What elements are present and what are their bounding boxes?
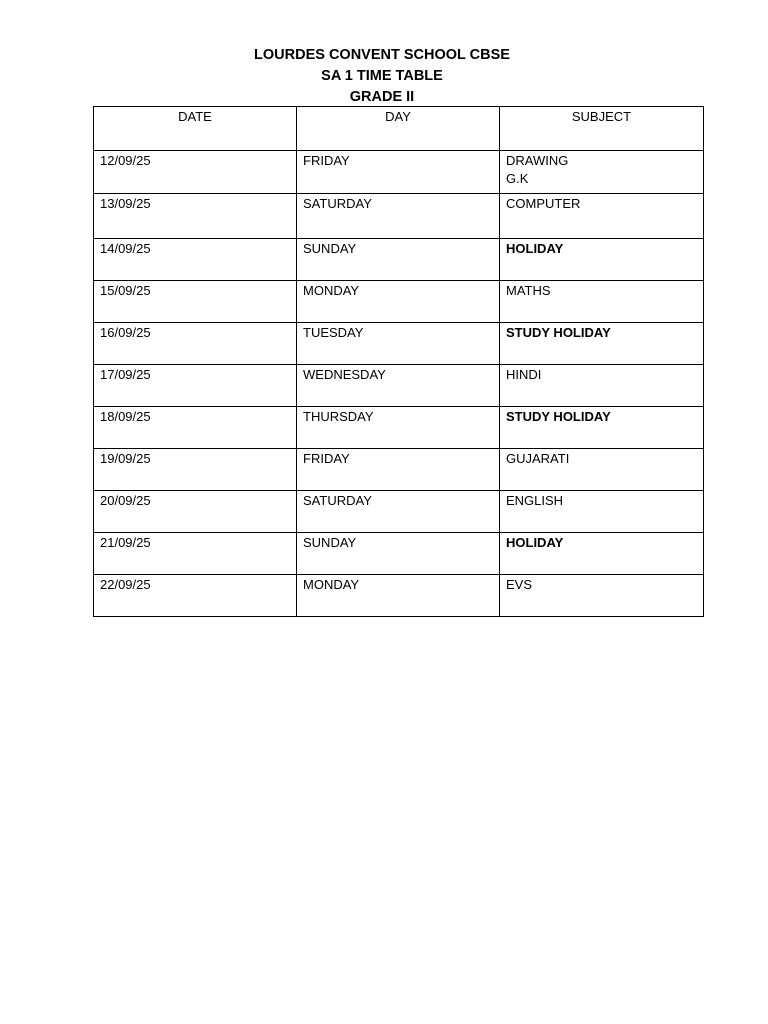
- subject-text: STUDY HOLIDAY: [506, 325, 611, 340]
- subject-text: GUJARATI: [506, 451, 570, 466]
- date-cell: 18/09/25: [94, 407, 297, 449]
- subject-text: HOLIDAY: [506, 241, 564, 256]
- day-cell: THURSDAY: [297, 407, 500, 449]
- subject-text: DRAWING: [506, 153, 569, 168]
- day-cell: MONDAY: [297, 575, 500, 617]
- column-header-date: DATE: [94, 107, 297, 151]
- subject-cell: [500, 491, 704, 533]
- date-cell: 12/09/25: [94, 151, 297, 194]
- table-row: [94, 407, 704, 449]
- timetable: [93, 106, 704, 617]
- table-row: [94, 151, 704, 194]
- date-cell: 20/09/25: [94, 491, 297, 533]
- table-row: [94, 239, 704, 281]
- date-cell: 14/09/25: [94, 239, 297, 281]
- subject-text: G.K: [506, 171, 529, 186]
- day-cell: FRIDAY: [297, 151, 500, 194]
- timetable-body: [94, 151, 704, 617]
- day-cell: WEDNESDAY: [297, 365, 500, 407]
- table-row: [94, 323, 704, 365]
- subject-cell: [500, 239, 704, 281]
- subject-cell: [500, 194, 704, 239]
- exam-title: SA 1 TIME TABLE: [321, 68, 443, 84]
- table-row: [94, 281, 704, 323]
- table-row: [94, 575, 704, 617]
- date-cell: 19/09/25: [94, 449, 297, 491]
- table-row: [94, 491, 704, 533]
- subject-cell: [500, 575, 704, 617]
- subject-text: STUDY HOLIDAY: [506, 409, 611, 424]
- date-cell: 13/09/25: [94, 194, 297, 239]
- day-cell: FRIDAY: [297, 449, 500, 491]
- date-cell: 15/09/25: [94, 281, 297, 323]
- column-header-subject: SUBJECT: [500, 107, 704, 151]
- subject-text: EVS: [506, 577, 533, 592]
- subject-cell: [500, 281, 704, 323]
- day-cell: MONDAY: [297, 281, 500, 323]
- date-cell: 22/09/25: [94, 575, 297, 617]
- subject-text: MATHS: [506, 283, 551, 298]
- subject-text: ENGLISH: [506, 493, 564, 508]
- subject-cell: [500, 533, 704, 575]
- day-cell: SATURDAY: [297, 194, 500, 239]
- subject-text: HOLIDAY: [506, 535, 564, 550]
- date-cell: 21/09/25: [94, 533, 297, 575]
- subject-text: HINDI: [506, 367, 542, 382]
- date-cell: 17/09/25: [94, 365, 297, 407]
- table-row: [94, 194, 704, 239]
- date-cell: 16/09/25: [94, 323, 297, 365]
- subject-cell: [500, 407, 704, 449]
- subject-cell: [500, 151, 704, 194]
- table-row: [94, 533, 704, 575]
- subject-text: COMPUTER: [506, 196, 581, 211]
- column-header-day: DAY: [297, 107, 500, 151]
- day-cell: SUNDAY: [297, 239, 500, 281]
- subject-cell: [500, 323, 704, 365]
- subject-cell: [500, 365, 704, 407]
- grade-title: GRADE II: [349, 89, 415, 105]
- table-row: [94, 365, 704, 407]
- school-title: LOURDES CONVENT SCHOOL CBSE: [254, 47, 510, 63]
- table-header-row: [94, 107, 704, 151]
- day-cell: TUESDAY: [297, 323, 500, 365]
- day-cell: SUNDAY: [297, 533, 500, 575]
- day-cell: SATURDAY: [297, 491, 500, 533]
- table-row: [94, 449, 704, 491]
- subject-cell: [500, 449, 704, 491]
